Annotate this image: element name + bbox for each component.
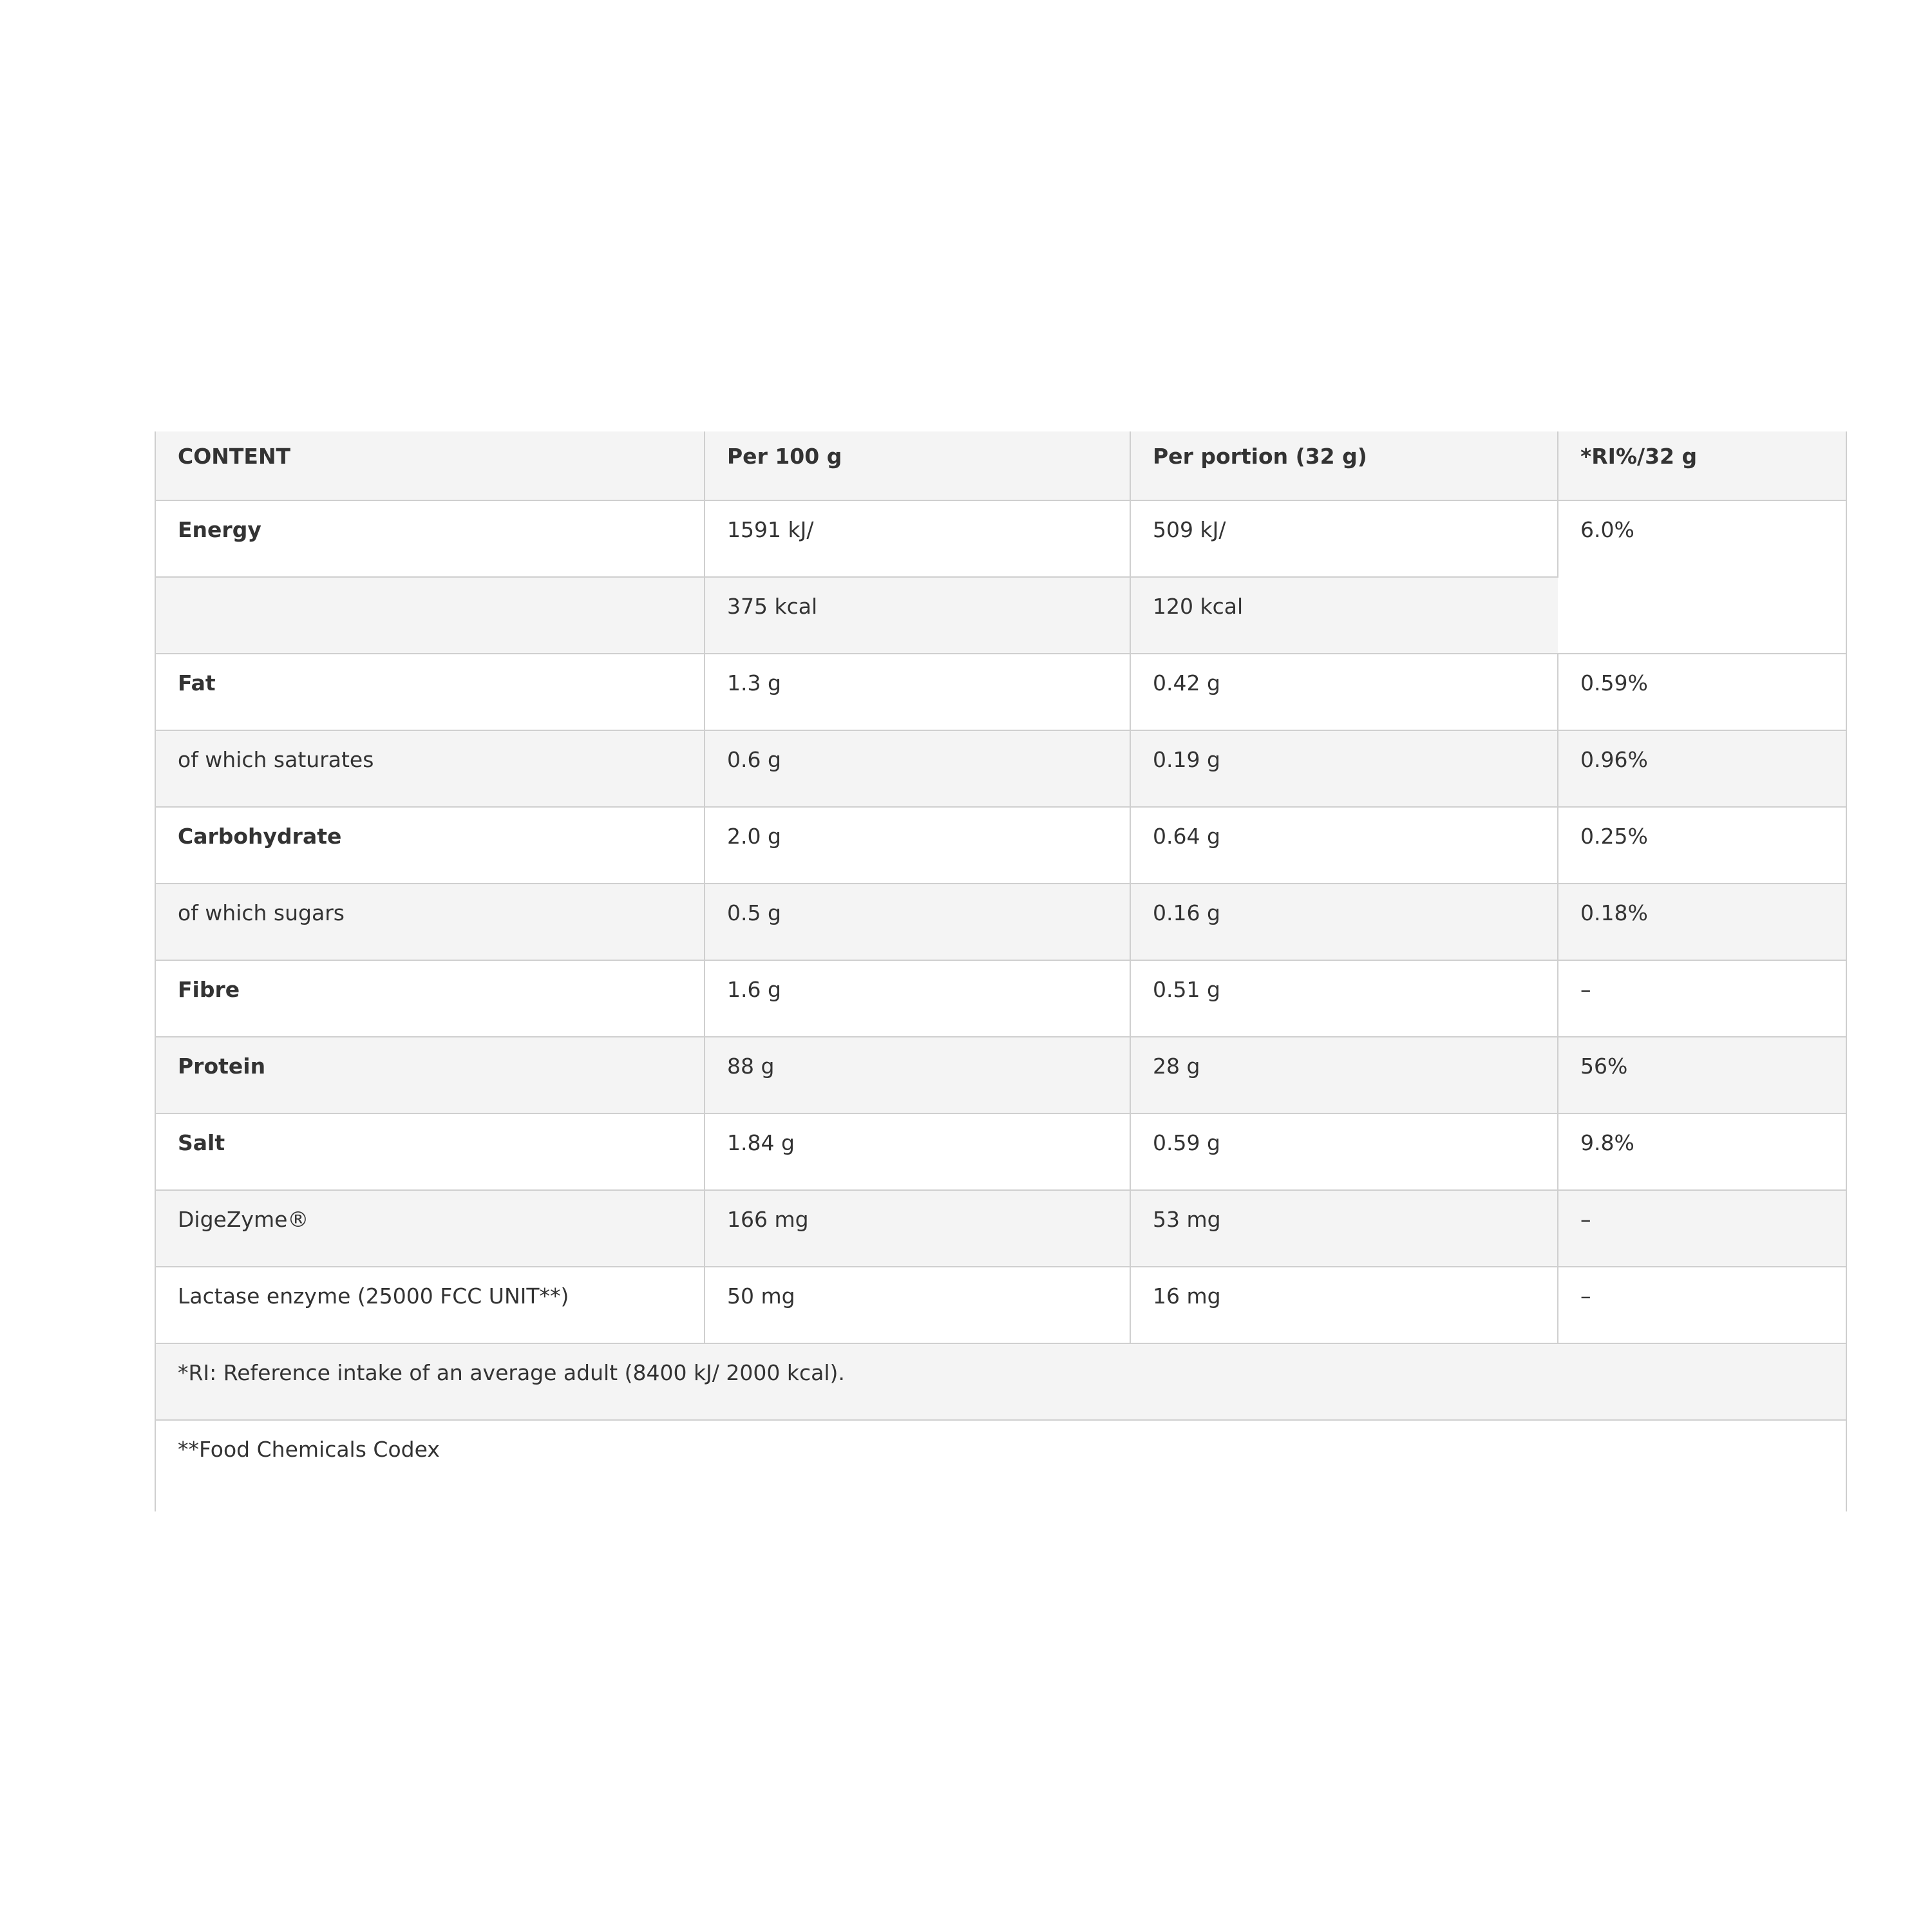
- cell-ri: –: [1558, 1190, 1846, 1267]
- cell-portion: 0.16 g: [1130, 884, 1558, 960]
- row-label: Lactase enzyme (25000 FCC UNIT**): [156, 1267, 705, 1343]
- cell-per100: 50 mg: [705, 1267, 1130, 1343]
- row-label: Fat: [156, 654, 705, 730]
- nutrition-table: [156, 431, 1846, 1497]
- cell-ri: 9.8%: [1558, 1113, 1846, 1190]
- row-label: Fibre: [156, 960, 705, 1037]
- footnote-ri: *RI: Reference intake of an average adult (8400 kJ/ 2000 kcal).: [156, 1343, 1846, 1420]
- cell-energy-per100-kj: 1591 kJ/: [705, 500, 1130, 577]
- table-row: [156, 884, 1846, 960]
- cell-ri: –: [1558, 1267, 1846, 1343]
- cell-energy-per100-kcal: 375 kcal: [705, 577, 1130, 654]
- row-label: Carbohydrate: [156, 807, 705, 884]
- cell-ri: –: [1558, 960, 1846, 1037]
- cell-portion: 0.19 g: [1130, 730, 1558, 807]
- table-header-row: [156, 431, 1846, 500]
- nutrition-table-container: [155, 431, 1847, 1511]
- footnote-row-ri: [156, 1343, 1846, 1420]
- cell-per100: 1.84 g: [705, 1113, 1130, 1190]
- table-row: [156, 1037, 1846, 1113]
- row-label-energy: Energy: [156, 500, 705, 577]
- table-row: [156, 654, 1846, 730]
- cell-ri: 56%: [1558, 1037, 1846, 1113]
- row-label: of which sugars: [156, 884, 705, 960]
- cell-portion: 0.59 g: [1130, 1113, 1558, 1190]
- cell-per100: 0.6 g: [705, 730, 1130, 807]
- row-label: Protein: [156, 1037, 705, 1113]
- cell-energy-portion-kj: 509 kJ/: [1130, 500, 1558, 577]
- cell-energy-ri: 6.0%: [1558, 500, 1846, 654]
- cell-portion: 53 mg: [1130, 1190, 1558, 1267]
- cell-per100: 1.3 g: [705, 654, 1130, 730]
- table-row: [156, 730, 1846, 807]
- row-label: Salt: [156, 1113, 705, 1190]
- cell-portion: 28 g: [1130, 1037, 1558, 1113]
- cell-ri: 0.96%: [1558, 730, 1846, 807]
- cell-ri: 0.59%: [1558, 654, 1846, 730]
- table-row: [156, 1267, 1846, 1343]
- cell-ri: 0.25%: [1558, 807, 1846, 884]
- row-label: of which saturates: [156, 730, 705, 807]
- header-per-100g: Per 100 g: [705, 431, 1130, 500]
- row-label-empty: [156, 577, 705, 654]
- cell-per100: 2.0 g: [705, 807, 1130, 884]
- cell-per100: 1.6 g: [705, 960, 1130, 1037]
- cell-per100: 0.5 g: [705, 884, 1130, 960]
- table-row: [156, 1113, 1846, 1190]
- footnote-fcc: **Food Chemicals Codex: [156, 1420, 1846, 1497]
- footnote-row-fcc: [156, 1420, 1846, 1497]
- cell-ri: 0.18%: [1558, 884, 1846, 960]
- cell-per100: 166 mg: [705, 1190, 1130, 1267]
- row-label: DigeZyme®: [156, 1190, 705, 1267]
- cell-portion: 16 mg: [1130, 1267, 1558, 1343]
- header-per-portion: Per portion (32 g): [1130, 431, 1558, 500]
- table-row: [156, 960, 1846, 1037]
- table-row: [156, 807, 1846, 884]
- cell-per100: 88 g: [705, 1037, 1130, 1113]
- cell-energy-portion-kcal: 120 kcal: [1130, 577, 1558, 654]
- cell-portion: 0.42 g: [1130, 654, 1558, 730]
- table-row-energy-kj: [156, 500, 1846, 577]
- cell-portion: 0.64 g: [1130, 807, 1558, 884]
- header-content: CONTENT: [156, 431, 705, 500]
- cell-portion: 0.51 g: [1130, 960, 1558, 1037]
- header-ri-percent: *RI%/32 g: [1558, 431, 1846, 500]
- table-row: [156, 1190, 1846, 1267]
